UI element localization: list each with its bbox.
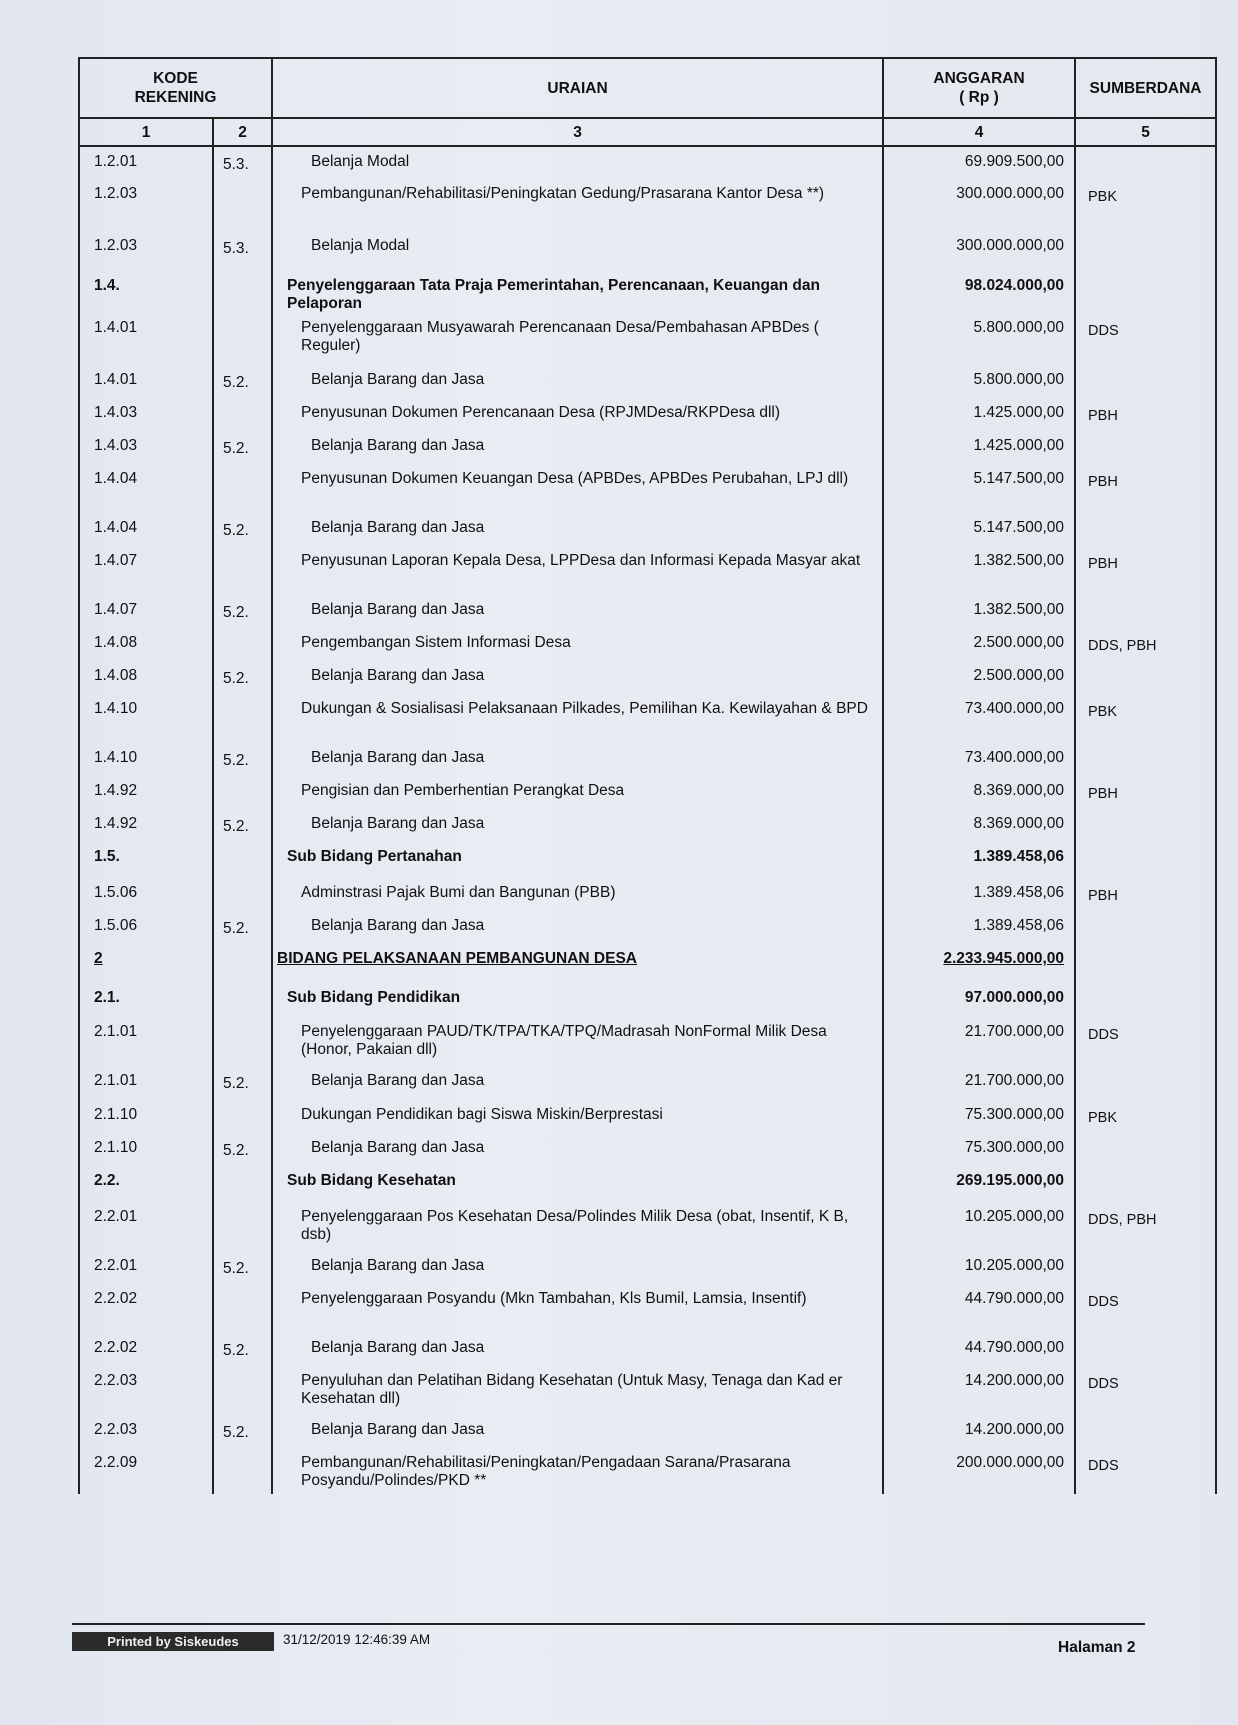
table-row (79, 546, 1216, 595)
kode-rekening-cell: 2.2.01 (79, 1251, 213, 1284)
kode-akun-cell (213, 1166, 272, 1202)
uraian-cell: BIDANG PELAKSANAAN PEMBANGUNAN DESA (272, 944, 883, 983)
anggaran-cell: 1.382.500,00 (883, 595, 1075, 628)
anggaran-cell: 73.400.000,00 (883, 743, 1075, 776)
anggaran-cell: 44.790.000,00 (883, 1284, 1075, 1333)
kode-akun-cell: 5.2. (213, 513, 272, 546)
printed-by-label: Printed by Siskeudes (72, 1632, 274, 1651)
sumberdana-cell: PBH (1075, 878, 1216, 911)
sumberdana-cell (1075, 431, 1216, 464)
sumberdana-cell (1075, 365, 1216, 398)
kode-akun-cell: 5.2. (213, 1333, 272, 1366)
table-row (79, 694, 1216, 743)
sumberdana-cell (1075, 944, 1216, 983)
table-row (79, 179, 1216, 231)
sumberdana-cell: PBH (1075, 398, 1216, 431)
uraian-cell: Belanja Barang dan Jasa (272, 595, 883, 628)
anggaran-cell: 1.389.458,06 (883, 842, 1075, 878)
anggaran-cell: 2.500.000,00 (883, 628, 1075, 661)
uraian-cell: Belanja Barang dan Jasa (272, 431, 883, 464)
kode-rekening-cell: 2.2.02 (79, 1284, 213, 1333)
kode-rekening-cell: 1.4.07 (79, 546, 213, 595)
header-col-4: 4 (883, 118, 1075, 146)
kode-rekening-cell: 2.2.03 (79, 1415, 213, 1448)
kode-akun-cell: 5.2. (213, 1066, 272, 1100)
sumberdana-cell (1075, 231, 1216, 271)
kode-akun-cell: 5.2. (213, 661, 272, 694)
anggaran-cell: 21.700.000,00 (883, 1017, 1075, 1066)
table-row (79, 464, 1216, 513)
kode-rekening-cell: 1.4.04 (79, 464, 213, 513)
sumberdana-cell: PBH (1075, 464, 1216, 513)
kode-akun-cell (213, 983, 272, 1017)
uraian-cell: Penyelenggaraan PAUD/TK/TPA/TKA/TPQ/Madrasah NonFormal Milik Desa (Honor, Pakaian dll) (272, 1017, 883, 1066)
sumberdana-cell: DDS, PBH (1075, 1202, 1216, 1251)
anggaran-cell: 14.200.000,00 (883, 1415, 1075, 1448)
sumberdana-cell (1075, 595, 1216, 628)
uraian-cell: Belanja Barang dan Jasa (272, 365, 883, 398)
table-row (79, 1284, 1216, 1333)
anggaran-cell: 14.200.000,00 (883, 1366, 1075, 1415)
sumberdana-cell (1075, 1251, 1216, 1284)
header-kode-rekening: KODE REKENING (79, 58, 272, 118)
kode-akun-cell (213, 546, 272, 595)
header-sumberdana: SUMBERDANA (1075, 58, 1216, 118)
kode-akun-cell (213, 464, 272, 513)
kode-akun-cell: 5.2. (213, 595, 272, 628)
kode-rekening-cell: 1.2.03 (79, 179, 213, 231)
anggaran-cell: 75.300.000,00 (883, 1100, 1075, 1133)
table-row (79, 146, 1216, 179)
kode-akun-cell (213, 271, 272, 313)
footer-rule (72, 1623, 1145, 1625)
uraian-cell: Adminstrasi Pajak Bumi dan Bangunan (PBB) (272, 878, 883, 911)
kode-rekening-cell: 2.2.09 (79, 1448, 213, 1494)
table-row (79, 595, 1216, 628)
uraian-cell: Dukungan Pendidikan bagi Siswa Miskin/Berprestasi (272, 1100, 883, 1133)
print-timestamp: 31/12/2019 12:46:39 AM (283, 1632, 431, 1647)
kode-rekening-cell: 2.1.10 (79, 1100, 213, 1133)
sumberdana-cell (1075, 146, 1216, 179)
uraian-cell: Penyelenggaraan Tata Praja Pemerintahan, Perencanaan, Keuangan dan Pelaporan (272, 271, 883, 313)
kode-rekening-cell: 2.2. (79, 1166, 213, 1202)
table-row (79, 743, 1216, 776)
table-row (79, 809, 1216, 842)
kode-rekening-cell: 1.4. (79, 271, 213, 313)
anggaran-cell: 1.389.458,06 (883, 911, 1075, 944)
table-row (79, 313, 1216, 365)
uraian-cell: Belanja Barang dan Jasa (272, 661, 883, 694)
kode-akun-cell: 5.2. (213, 365, 272, 398)
kode-rekening-cell: 2 (79, 944, 213, 983)
table-row (79, 398, 1216, 431)
uraian-cell: Belanja Barang dan Jasa (272, 1415, 883, 1448)
sumberdana-cell: DDS (1075, 1017, 1216, 1066)
anggaran-cell: 69.909.500,00 (883, 146, 1075, 179)
anggaran-cell: 44.790.000,00 (883, 1333, 1075, 1366)
table-row (79, 431, 1216, 464)
uraian-cell: Penyusunan Dokumen Keuangan Desa (APBDes, APBDes Perubahan, LPJ dll) (272, 464, 883, 513)
table-row (79, 878, 1216, 911)
kode-rekening-cell: 1.5. (79, 842, 213, 878)
table-row (79, 1202, 1216, 1251)
table-row (79, 1415, 1216, 1448)
kode-akun-cell: 5.3. (213, 146, 272, 179)
header-col-1: 1 (79, 118, 213, 146)
kode-rekening-cell: 1.4.92 (79, 776, 213, 809)
kode-rekening-cell: 2.2.01 (79, 1202, 213, 1251)
kode-rekening-cell: 1.4.07 (79, 595, 213, 628)
uraian-cell: Sub Bidang Pertanahan (272, 842, 883, 878)
uraian-cell: Penyusunan Dokumen Perencanaan Desa (RPJMDesa/RKPDesa dll) (272, 398, 883, 431)
anggaran-cell: 97.000.000,00 (883, 983, 1075, 1017)
kode-akun-cell (213, 1202, 272, 1251)
budget-table (78, 57, 1217, 1494)
kode-rekening-cell: 2.1.10 (79, 1133, 213, 1166)
table-row (79, 1251, 1216, 1284)
uraian-cell: Belanja Barang dan Jasa (272, 743, 883, 776)
uraian-cell: Sub Bidang Pendidikan (272, 983, 883, 1017)
sumberdana-cell: DDS (1075, 1366, 1216, 1415)
anggaran-cell: 5.800.000,00 (883, 365, 1075, 398)
table-row (79, 1066, 1216, 1100)
table-row (79, 628, 1216, 661)
sumberdana-cell (1075, 1133, 1216, 1166)
table-row (79, 271, 1216, 313)
table-row (79, 1366, 1216, 1415)
sumberdana-cell (1075, 809, 1216, 842)
table-row (79, 1448, 1216, 1494)
sumberdana-cell: DDS, PBH (1075, 628, 1216, 661)
kode-akun-cell (213, 179, 272, 231)
header-col-5: 5 (1075, 118, 1216, 146)
kode-akun-cell (213, 628, 272, 661)
uraian-cell: Sub Bidang Kesehatan (272, 1166, 883, 1202)
kode-akun-cell (213, 1017, 272, 1066)
sumberdana-cell: PBK (1075, 179, 1216, 231)
kode-rekening-cell: 1.4.08 (79, 628, 213, 661)
anggaran-cell: 8.369.000,00 (883, 809, 1075, 842)
kode-rekening-cell: 1.4.01 (79, 313, 213, 365)
uraian-cell: Belanja Barang dan Jasa (272, 1333, 883, 1366)
kode-rekening-cell: 1.4.04 (79, 513, 213, 546)
kode-rekening-cell: 1.4.10 (79, 743, 213, 776)
uraian-cell: Pembangunan/Rehabilitasi/Peningkatan Gedung/Prasarana Kantor Desa **) (272, 179, 883, 231)
anggaran-cell: 73.400.000,00 (883, 694, 1075, 743)
uraian-cell: Belanja Barang dan Jasa (272, 513, 883, 546)
anggaran-cell: 10.205.000,00 (883, 1202, 1075, 1251)
kode-akun-cell: 5.2. (213, 1251, 272, 1284)
kode-akun-cell (213, 776, 272, 809)
table-row (79, 776, 1216, 809)
kode-akun-cell (213, 1366, 272, 1415)
sumberdana-cell: DDS (1075, 313, 1216, 365)
uraian-cell: Penyusunan Laporan Kepala Desa, LPPDesa dan Informasi Kepada Masyar akat (272, 546, 883, 595)
sumberdana-cell: DDS (1075, 1284, 1216, 1333)
uraian-cell: Belanja Barang dan Jasa (272, 809, 883, 842)
kode-rekening-cell: 2.1.01 (79, 1066, 213, 1100)
sumberdana-cell (1075, 661, 1216, 694)
header-anggaran: ANGGARAN ( Rp ) (883, 58, 1075, 118)
table-row (79, 661, 1216, 694)
kode-akun-cell: 5.2. (213, 743, 272, 776)
uraian-cell: Belanja Modal (272, 231, 883, 271)
sumberdana-cell: DDS (1075, 1448, 1216, 1494)
kode-akun-cell (213, 1284, 272, 1333)
sumberdana-cell: PBH (1075, 776, 1216, 809)
sumberdana-cell (1075, 842, 1216, 878)
sumberdana-cell (1075, 983, 1216, 1017)
anggaran-cell: 269.195.000,00 (883, 1166, 1075, 1202)
anggaran-cell: 2.233.945.000,00 (883, 944, 1075, 983)
kode-rekening-cell: 1.5.06 (79, 878, 213, 911)
uraian-cell: Belanja Barang dan Jasa (272, 1066, 883, 1100)
sumberdana-cell (1075, 271, 1216, 313)
anggaran-cell: 21.700.000,00 (883, 1066, 1075, 1100)
sumberdana-cell: PBH (1075, 546, 1216, 595)
table-row (79, 1100, 1216, 1133)
table-row (79, 944, 1216, 983)
anggaran-cell: 300.000.000,00 (883, 231, 1075, 271)
kode-akun-cell: 5.2. (213, 911, 272, 944)
kode-rekening-cell: 2.2.02 (79, 1333, 213, 1366)
kode-rekening-cell: 1.2.03 (79, 231, 213, 271)
table-row (79, 365, 1216, 398)
header-uraian: URAIAN (272, 58, 883, 118)
table-row (79, 983, 1216, 1017)
kode-rekening-cell: 1.4.03 (79, 431, 213, 464)
uraian-cell: Penyelenggaraan Pos Kesehatan Desa/Polindes Milik Desa (obat, Insentif, K B, dsb) (272, 1202, 883, 1251)
uraian-cell: Penyelenggaraan Posyandu (Mkn Tambahan, Kls Bumil, Lamsia, Insentif) (272, 1284, 883, 1333)
anggaran-cell: 98.024.000,00 (883, 271, 1075, 313)
kode-rekening-cell: 2.1. (79, 983, 213, 1017)
kode-akun-cell (213, 1448, 272, 1494)
kode-akun-cell (213, 694, 272, 743)
anggaran-cell: 10.205.000,00 (883, 1251, 1075, 1284)
table-row (79, 231, 1216, 271)
sumberdana-cell (1075, 911, 1216, 944)
kode-rekening-cell: 2.1.01 (79, 1017, 213, 1066)
anggaran-cell: 1.382.500,00 (883, 546, 1075, 595)
sumberdana-cell (1075, 513, 1216, 546)
anggaran-cell: 1.425.000,00 (883, 431, 1075, 464)
uraian-cell: Dukungan & Sosialisasi Pelaksanaan Pilkades, Pemilihan Ka. Kewilayahan & BPD (272, 694, 883, 743)
sumberdana-cell (1075, 1415, 1216, 1448)
anggaran-cell: 1.425.000,00 (883, 398, 1075, 431)
anggaran-cell: 5.147.500,00 (883, 513, 1075, 546)
kode-akun-cell: 5.2. (213, 809, 272, 842)
kode-akun-cell (213, 1100, 272, 1133)
anggaran-cell: 75.300.000,00 (883, 1133, 1075, 1166)
kode-rekening-cell: 1.4.92 (79, 809, 213, 842)
header-col-2: 2 (213, 118, 272, 146)
table-row (79, 1333, 1216, 1366)
kode-akun-cell (213, 878, 272, 911)
sumberdana-cell (1075, 1166, 1216, 1202)
kode-akun-cell (213, 944, 272, 983)
uraian-cell: Pengisian dan Pemberhentian Perangkat Desa (272, 776, 883, 809)
kode-rekening-cell: 1.4.10 (79, 694, 213, 743)
anggaran-cell: 8.369.000,00 (883, 776, 1075, 809)
page-number: Halaman 2 (1058, 1639, 1136, 1656)
kode-rekening-cell: 1.4.01 (79, 365, 213, 398)
table-row (79, 513, 1216, 546)
sumberdana-cell (1075, 743, 1216, 776)
uraian-cell: Pembangunan/Rehabilitasi/Peningkatan/Pengadaan Sarana/Prasarana Posyandu/Polindes/PKD ** (272, 1448, 883, 1494)
anggaran-cell: 300.000.000,00 (883, 179, 1075, 231)
uraian-cell: Belanja Barang dan Jasa (272, 911, 883, 944)
sumberdana-cell (1075, 1066, 1216, 1100)
kode-akun-cell: 5.2. (213, 1415, 272, 1448)
sumberdana-cell: PBK (1075, 694, 1216, 743)
uraian-cell: Belanja Barang dan Jasa (272, 1133, 883, 1166)
kode-akun-cell: 5.2. (213, 1133, 272, 1166)
anggaran-cell: 1.389.458,06 (883, 878, 1075, 911)
kode-akun-cell (213, 842, 272, 878)
table-row (79, 1017, 1216, 1066)
sumberdana-cell: PBK (1075, 1100, 1216, 1133)
kode-akun-cell (213, 313, 272, 365)
anggaran-cell: 200.000.000,00 (883, 1448, 1075, 1494)
anggaran-cell: 5.800.000,00 (883, 313, 1075, 365)
anggaran-cell: 5.147.500,00 (883, 464, 1075, 513)
header-col-3: 3 (272, 118, 883, 146)
uraian-cell: Penyuluhan dan Pelatihan Bidang Kesehatan (Untuk Masy, Tenaga dan Kad er Kesehatan dll) (272, 1366, 883, 1415)
table-row (79, 911, 1216, 944)
table-row (79, 1133, 1216, 1166)
kode-rekening-cell: 1.4.08 (79, 661, 213, 694)
sumberdana-cell (1075, 1333, 1216, 1366)
anggaran-cell: 2.500.000,00 (883, 661, 1075, 694)
uraian-cell: Pengembangan Sistem Informasi Desa (272, 628, 883, 661)
kode-akun-cell: 5.2. (213, 431, 272, 464)
uraian-cell: Belanja Modal (272, 146, 883, 179)
kode-rekening-cell: 1.5.06 (79, 911, 213, 944)
table-row (79, 842, 1216, 878)
uraian-cell: Belanja Barang dan Jasa (272, 1251, 883, 1284)
kode-rekening-cell: 1.4.03 (79, 398, 213, 431)
kode-rekening-cell: 1.2.01 (79, 146, 213, 179)
uraian-cell: Penyelenggaraan Musyawarah Perencanaan Desa/Pembahasan APBDes ( Reguler) (272, 313, 883, 365)
kode-rekening-cell: 2.2.03 (79, 1366, 213, 1415)
kode-akun-cell (213, 398, 272, 431)
table-row (79, 1166, 1216, 1202)
kode-akun-cell: 5.3. (213, 231, 272, 271)
